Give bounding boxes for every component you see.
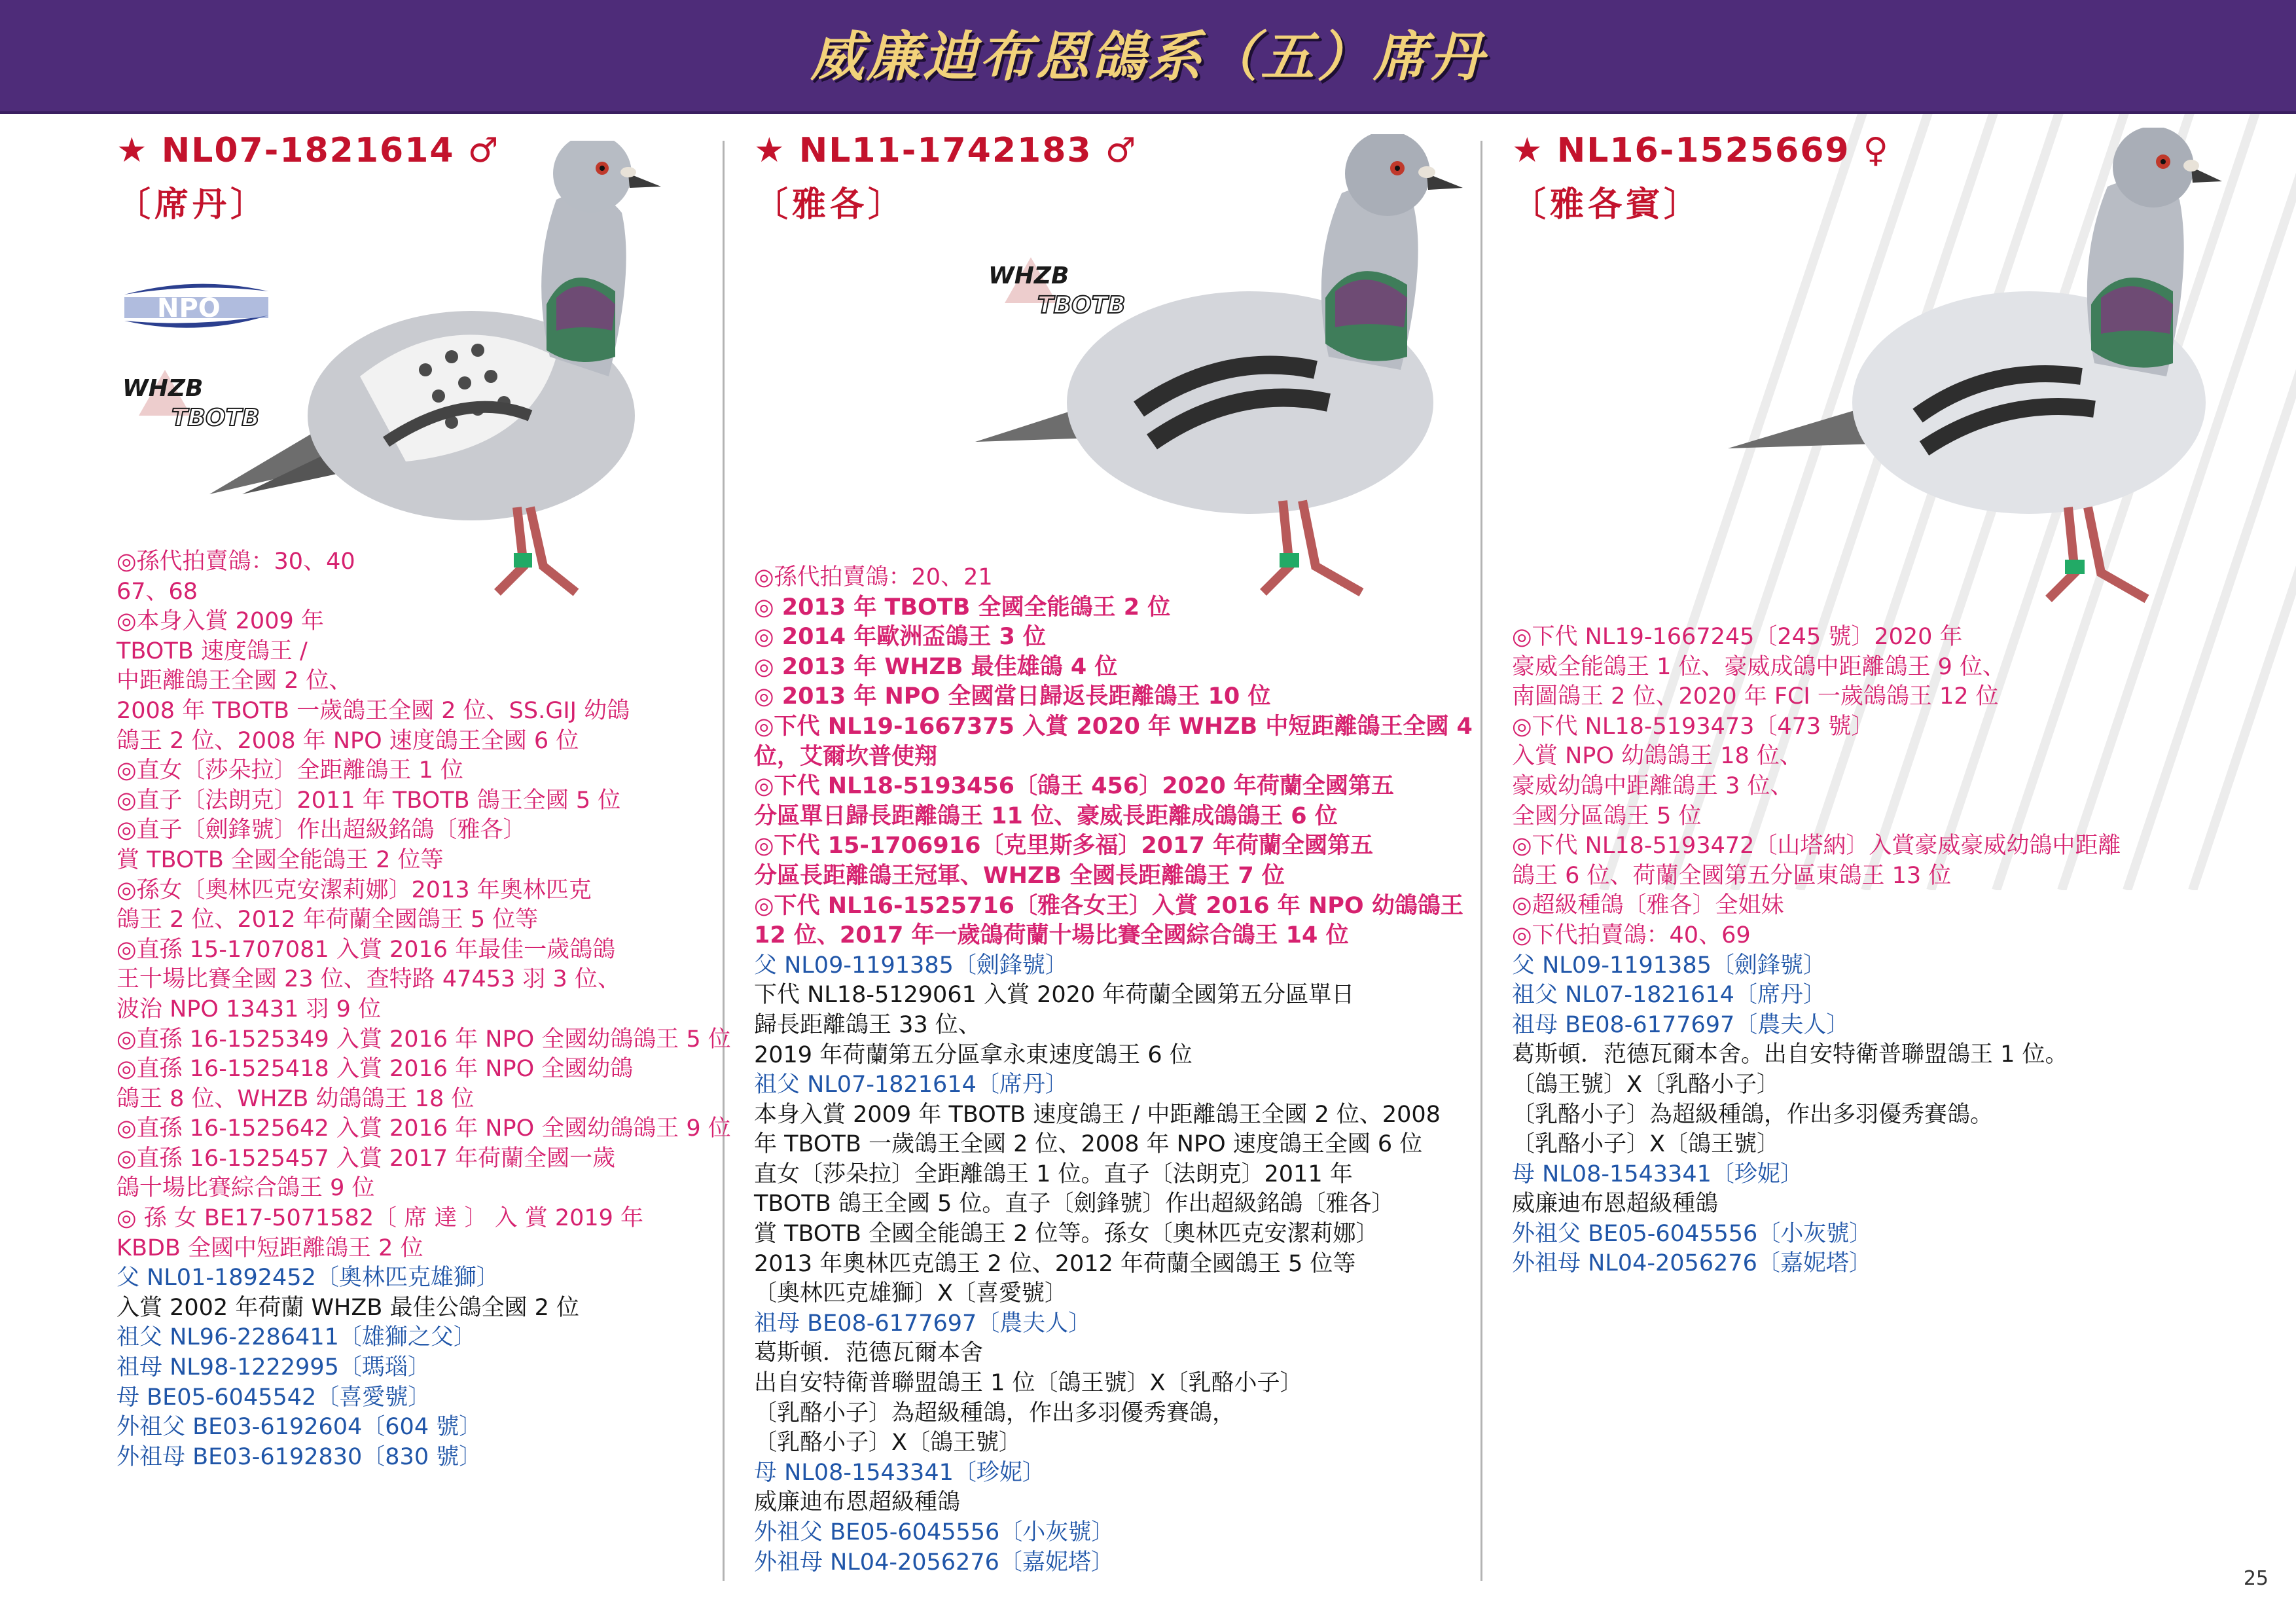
pigeon-photo-2: [975, 134, 1473, 605]
text-line: ◎下代 NL19-1667375 入賞 2020 年 WHZB 中短距離鴿王全國 4: [754, 713, 1473, 740]
text-line: 鴿王 2 位、2008 年 NPO 速度鴿王全國 6 位: [117, 727, 579, 754]
text-line: 賞 TBOTB 全國全能鴿王 2 位等: [117, 846, 444, 873]
text-line: 2008 年 TBOTB 一歲鴿王全國 2 位、SS.GIJ 幼鴿: [117, 697, 630, 724]
column-2-text: [754, 563, 1473, 1578]
column-3-text: [1512, 623, 2121, 1279]
text-line: ◎下代 15-1706916〔克里斯多福〕2017 年荷蘭全國第五: [754, 833, 1374, 859]
text-line: 分區單日歸長距離鴿王 11 位、豪威長距離成鴿鴿王 6 位: [754, 803, 1338, 829]
column-1-text: [117, 547, 731, 1472]
text-line: 中距離鴿王全國 2 位、: [117, 668, 352, 695]
text-line: ◎直子〔法朗克〕2011 年 TBOTB 鴿王全國 5 位: [117, 787, 621, 814]
pigeon-name: 〔雅各〕: [754, 185, 906, 225]
ring-number: ★ NL07-1821614 ♂: [117, 131, 500, 170]
text-line: ◎直女〔莎朵拉〕全距離鴿王 1 位: [117, 757, 464, 784]
text-line: ◎ 2013 年 NPO 全國當日歸返長距離鴿王 10 位: [754, 683, 1271, 710]
text-line: 祖母 NL98-1222995〔瑪瑙〕: [117, 1354, 431, 1381]
text-line: 父 NL09-1191385〔劍鋒號〕: [754, 952, 1068, 979]
text-line: 外祖父 BE05-6045556〔小灰號〕: [1512, 1220, 1873, 1247]
svg-text:NPO: NPO: [157, 293, 221, 323]
text-line: ◎直孫 16-1525457 入賞 2017 年荷蘭全國一歲: [117, 1145, 616, 1172]
text-line: 入賞 2002 年荷蘭 WHZB 最佳公鴿全國 2 位: [117, 1294, 580, 1321]
header-banner: [0, 0, 2296, 114]
text-line: 外祖父 BE05-6045556〔小灰號〕: [754, 1519, 1115, 1545]
text-line: 威廉迪布恩超級種鴿: [1512, 1191, 1719, 1218]
text-line: 〔奧林匹克雄獅〕X〔喜愛號〕: [754, 1280, 1067, 1307]
text-line: 王十場比賽全國 23 位、查特路 47453 羽 3 位、: [117, 966, 620, 993]
text-line: 下代 NL18-5129061 入賞 2020 年荷蘭全國第五分區單日: [754, 982, 1355, 1009]
text-line: 祖父 NL07-1821614〔席丹〕: [754, 1072, 1068, 1098]
text-line: 賞 TBOTB 全國全能鴿王 2 位等。孫女〔奧林匹克安潔莉娜〕: [754, 1221, 1379, 1248]
pigeon-photo-3: [1728, 128, 2225, 625]
text-line: ◎直子〔劍鋒號〕作出超級銘鴿〔雅各〕: [117, 817, 526, 844]
text-line: ◎下代 NL18-5193456〔鴿王 456〕2020 年荷蘭全國第五: [754, 773, 1394, 800]
text-line: ◎直孫 16-1525642 入賞 2016 年 NPO 全國幼鴿鴿王 9 位: [117, 1115, 731, 1142]
text-line: 2019 年荷蘭第五分區拿永東速度鴿王 6 位: [754, 1041, 1193, 1068]
text-line: ◎下代 NL16-1525716〔雅各女王〕入賞 2016 年 NPO 幼鴿鴿王: [754, 892, 1463, 919]
svg-text:WHZB: WHZB: [122, 375, 204, 402]
text-line: KBDB 全國中短距離鴿王 2 位: [117, 1235, 423, 1261]
text-line: 位，艾爾坎普使翔: [754, 743, 938, 770]
text-line: 母 BE05-6045542〔喜愛號〕: [117, 1384, 431, 1411]
text-line: 祖母 BE08-6177697〔農夫人〕: [1512, 1011, 1850, 1038]
text-line: 波治 NPO 13431 羽 9 位: [117, 996, 382, 1022]
text-line: ◎孫代拍賣鴿：20、21: [754, 564, 993, 590]
svg-text:WHZB: WHZB: [988, 262, 1069, 289]
text-line: 母 NL08-1543341〔珍妮〕: [1512, 1161, 1803, 1187]
text-line: 南圖鴿王 2 位、2020 年 FCI 一歲鴿鴿王 12 位: [1512, 683, 1999, 710]
text-line: 入賞 NPO 幼鴿鴿王 18 位、: [1512, 743, 1803, 770]
page-number: 25: [2243, 1567, 2269, 1590]
text-line: 〔鴿王號〕X〔乳酪小子〕: [1512, 1071, 1780, 1098]
text-line: 全國分區鴿王 5 位: [1512, 803, 1702, 829]
text-line: 外祖母 NL04-2056276〔嘉妮塔〕: [754, 1549, 1114, 1576]
text-line: ◎本身入賞 2009 年: [117, 608, 324, 635]
text-line: 本身入賞 2009 年 TBOTB 速度鴿王 / 中距離鴿王全國 2 位、2008: [754, 1101, 1441, 1128]
text-line: ◎下代 NL19-1667245〔245 號〕2020 年: [1512, 624, 1963, 650]
text-line: 鴿王 2 位、2012 年荷蘭全國鴿王 5 位等: [117, 907, 539, 933]
text-line: 〔乳酪小子〕X〔鴿王號〕: [754, 1430, 1022, 1456]
text-line: ◎直孫 16-1525349 入賞 2016 年 NPO 全國幼鴿鴿王 5 位: [117, 1026, 731, 1053]
text-line: 祖母 BE08-6177697〔農夫人〕: [754, 1310, 1092, 1337]
text-line: 分區長距離鴿王冠軍、WHZB 全國長距離鴿王 7 位: [754, 862, 1285, 889]
text-line: 67、68: [117, 578, 198, 605]
text-line: 鴿王 8 位、WHZB 幼鴿鴿王 18 位: [117, 1085, 475, 1112]
pigeon-name: 〔雅各賓〕: [1512, 185, 1702, 225]
ring-number: ★ NL16-1525669 ♀: [1512, 131, 1890, 170]
text-line: 豪威幼鴿中距離鴿王 3 位、: [1512, 772, 1793, 799]
text-line: 外祖母 BE03-6192830〔830 號〕: [117, 1443, 482, 1470]
svg-text:TBOTB: TBOTB: [1037, 292, 1126, 319]
text-line: TBOTB 速度鴿王 /: [117, 638, 308, 664]
pigeon-name: 〔席丹〕: [117, 185, 269, 225]
text-line: ◎下代 NL18-5193472〔山塔納〕入賞豪威豪威幼鴿中距離: [1512, 833, 2121, 859]
column-divider-2: [1480, 141, 1482, 1581]
text-line: 2013 年奧林匹克鴿王 2 位、2012 年荷蘭全國鴿王 5 位等: [754, 1250, 1356, 1277]
text-line: ◎直孫 15-1707081 入賞 2016 年最佳一歲鴿鴿: [117, 936, 616, 963]
text-line: 葛斯頓．范德瓦爾本舍: [754, 1340, 984, 1367]
text-line: ◎孫代拍賣鴿：30、40: [117, 549, 355, 575]
text-line: 〔乳酪小子〕為超級種鴿，作出多羽優秀賽鴿。: [1512, 1101, 1994, 1128]
page-title: 威廉迪布恩鴿系（五）席丹: [810, 26, 1486, 88]
text-line: ◎ 2013 年 WHZB 最佳雄鴿 4 位: [754, 653, 1118, 680]
text-line: 出自安特衛普聯盟鴿王 1 位〔鴿王號〕X〔乳酪小子〕: [754, 1370, 1303, 1397]
text-line: 鴿王 6 位、荷蘭全國第五分區東鴿王 13 位: [1512, 862, 1952, 889]
text-line: TBOTB 鴿王全國 5 位。直子〔劍鋒號〕作出超級銘鴿〔雅各〕: [754, 1191, 1395, 1218]
text-line: 〔乳酪小子〕X〔鴿王號〕: [1512, 1131, 1780, 1158]
text-line: 〔乳酪小子〕為超級種鴿，作出多羽優秀賽鴿，: [754, 1399, 1236, 1426]
text-line: 歸長距離鴿王 33 位、: [754, 1011, 981, 1038]
svg-text:TBOTB: TBOTB: [171, 405, 260, 431]
text-line: 祖父 NL07-1821614〔席丹〕: [1512, 982, 1826, 1009]
text-line: ◎孫女〔奧林匹克安潔莉娜〕2013 年奧林匹克: [117, 876, 592, 903]
text-line: ◎超級種鴿〔雅各〕全姐妹: [1512, 892, 1784, 919]
text-line: 年 TBOTB 一歲鴿王全國 2 位、2008 年 NPO 速度鴿王全國 6 位: [754, 1131, 1423, 1158]
text-line: 12 位、2017 年一歲鴿荷蘭十場比賽全國綜合鴿王 14 位: [754, 922, 1349, 949]
text-line: 豪威全能鴿王 1 位、豪威成鴿中距離鴿王 9 位、: [1512, 653, 2006, 680]
text-line: ◎ 2014 年歐洲盃鴿王 3 位: [754, 624, 1047, 651]
text-line: 外祖父 BE03-6192604〔604 號〕: [117, 1414, 482, 1441]
text-line: 葛斯頓．范德瓦爾本舍。出自安特衛普聯盟鴿王 1 位。: [1512, 1041, 2068, 1068]
text-line: ◎ 2013 年 TBOTB 全國全能鴿王 2 位: [754, 594, 1171, 621]
text-line: 父 NL01-1892452〔奧林匹克雄獅〕: [117, 1265, 499, 1291]
text-line: 威廉迪布恩超級種鴿: [754, 1489, 961, 1516]
ring-number: ★ NL11-1742183 ♂: [754, 131, 1138, 170]
text-line: ◎下代拍賣鴿：40、69: [1512, 922, 1751, 948]
text-line: ◎下代 NL18-5193473〔473 號〕: [1512, 713, 1874, 740]
text-line: 外祖母 NL04-2056276〔嘉妮塔〕: [1512, 1250, 1872, 1277]
text-line: 直女〔莎朵拉〕全距離鴿王 1 位。直子〔法朗克〕2011 年: [754, 1161, 1353, 1187]
text-line: 祖父 NL96-2286411〔雄獅之父〕: [117, 1324, 476, 1351]
text-line: ◎直孫 16-1525418 入賞 2016 年 NPO 全國幼鴿: [117, 1056, 634, 1083]
text-line: 鴿十場比賽綜合鴿王 9 位: [117, 1175, 375, 1202]
text-line: 母 NL08-1543341〔珍妮〕: [754, 1459, 1045, 1486]
text-line: ◎ 孫 女 BE17-5071582〔 席 達 〕 入 賞 2019 年: [117, 1205, 644, 1232]
text-line: 父 NL09-1191385〔劍鋒號〕: [1512, 952, 1826, 979]
